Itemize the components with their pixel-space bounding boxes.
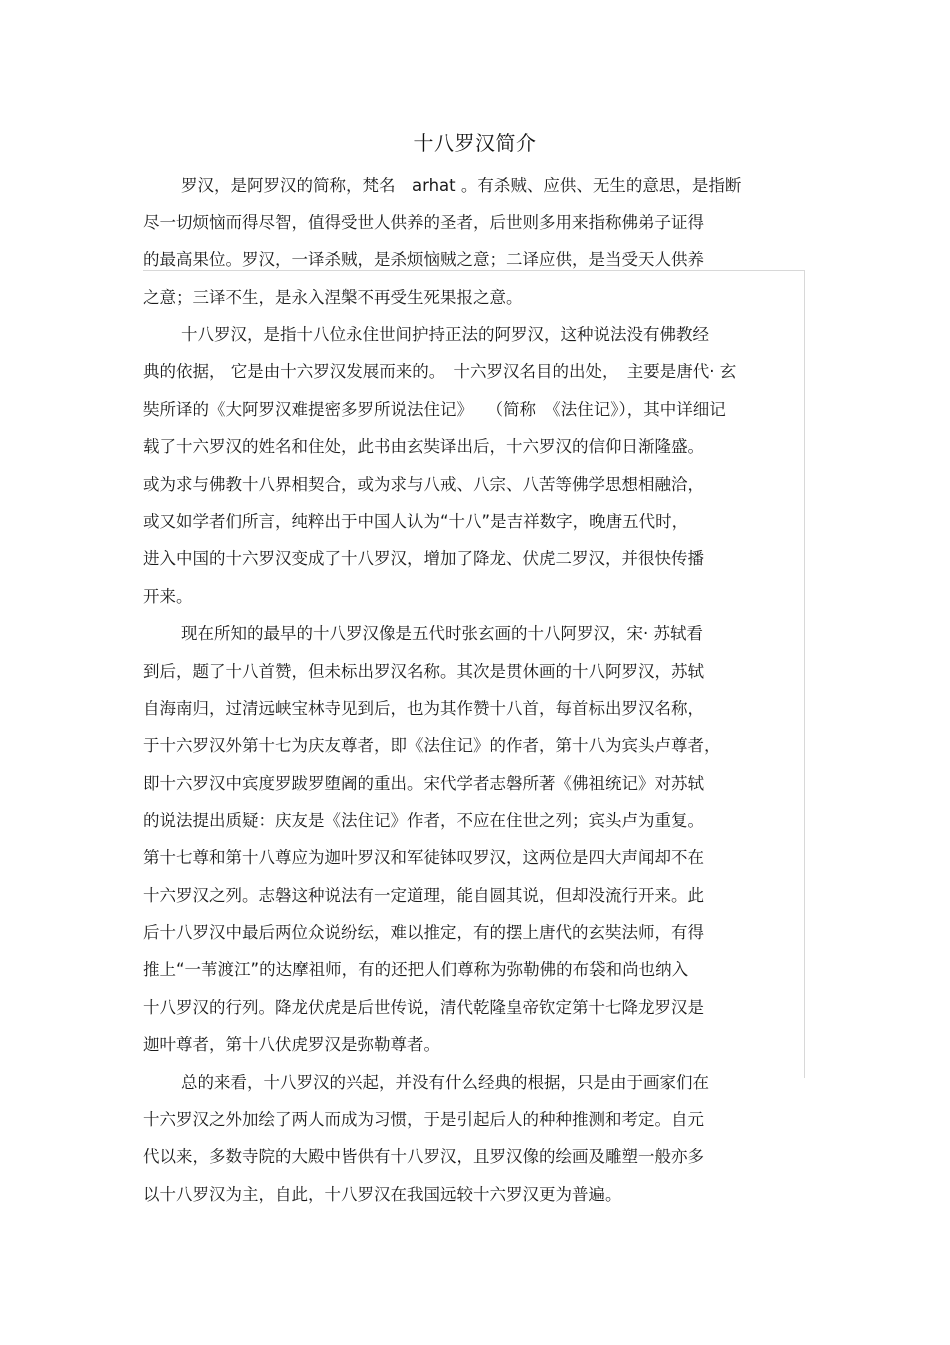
text-line: 十八罗汉的行列。降龙伏虎是后世传说，清代乾隆皇帝钦定第十七降龙罗汉是 <box>143 998 704 1017</box>
text-line: 进入中国的十六罗汉变成了十八罗汉，增加了降龙、伏虎二罗汉，并很快传播 <box>143 549 704 568</box>
text-line: 十六罗汉之列。志磐这种说法有一定道理，能自圆其说，但却没流行开来。此 <box>143 886 704 905</box>
text-line: 总的来看，十八罗汉的兴起，并没有什么经典的根据，只是由于画家们在 <box>181 1073 709 1092</box>
text-line: 以十八罗汉为主，自此，十八罗汉在我国远较十六罗汉更为普遍。 <box>143 1185 622 1204</box>
text-line: 第十七尊和第十八尊应为迦叶罗汉和军徒钵叹罗汉，这两位是四大声闻却不在 <box>143 848 704 867</box>
text-line: 现在所知的最早的十八罗汉像是五代时张玄画的十八阿罗汉，宋· 苏轼看 <box>181 624 703 643</box>
text-line: 即十六罗汉中宾度罗跋罗堕阇的重出。宋代学者志磐所著《佛祖统记》对苏轼 <box>143 774 704 793</box>
text-line: 十八罗汉，是指十八位永住世间护持正法的阿罗汉，这种说法没有佛教经 <box>181 325 709 344</box>
text-line: 典的依据， 它是由十六罗汉发展而来的。 十六罗汉名目的出处， 主要是唐代· 玄 <box>143 362 737 381</box>
text-line: 推上“一苇渡江”的达摩祖师，有的还把人们尊称为弥勒佛的布袋和尚也纳入 <box>143 960 689 979</box>
text-line: 或为求与佛教十八界相契合，或为求与八戒、八宗、八苦等佛学思想相融洽， <box>143 475 704 494</box>
text-line: 开来。 <box>143 587 193 606</box>
text-line: 于十六罗汉外第十七为庆友尊者，即《法住记》的作者，第十八为宾头卢尊者， <box>143 736 721 755</box>
text-line: 奘所译的《大阿罗汉难提密多罗所说法住记》 （简称 《法住记》），其中详细记 <box>143 400 726 419</box>
text-line: 之意；三译不生，是永入涅槃不再受生死果报之意。 <box>143 288 523 307</box>
text-line: 尽一切烦恼而得尽智，值得受世人供养的圣者，后世则多用来指称佛弟子证得 <box>143 213 704 232</box>
text-line: 后十八罗汉中最后两位众说纷纭，难以推定，有的摆上唐代的玄奘法师，有得 <box>143 923 704 942</box>
text-line: 或又如学者们所言，纯粹出于中国人认为“十八”是吉祥数字，晚唐五代时， <box>143 512 689 531</box>
text-line: 载了十六罗汉的姓名和住处，此书由玄奘译出后，十六罗汉的信仰日渐隆盛。 <box>143 437 704 456</box>
text-line: 到后，题了十八首赞，但未标出罗汉名称。其次是贯休画的十八阿罗汉，苏轼 <box>143 662 704 681</box>
text-line: 代以来，多数寺院的大殿中皆供有十八罗汉，且罗汉像的绘画及雕塑一般亦多 <box>143 1147 704 1166</box>
text-line: 自海南归，过清远峡宝林寺见到后，也为其作赞十八首，每首标出罗汉名称， <box>143 699 704 718</box>
frame-right-border <box>804 270 805 1078</box>
text-line: 罗汉，是阿罗汉的简称，梵名 arhat 。有杀贼、应供、无生的意思，是指断 <box>181 176 742 195</box>
text-line: 的最高果位。罗汉，一译杀贼，是杀烦恼贼之意；二译应供，是当受天人供养 <box>143 250 704 269</box>
text-line: 迦叶尊者，第十八伏虎罗汉是弥勒尊者。 <box>143 1035 440 1054</box>
text-line: 十六罗汉之外加绘了两人而成为习惯，于是引起后人的种种推测和考定。自元 <box>143 1110 704 1129</box>
page-title: 十八罗汉简介 <box>413 131 537 155</box>
text-line: 的说法提出质疑：庆友是《法住记》作者，不应在住世之列；宾头卢为重复。 <box>143 811 704 830</box>
